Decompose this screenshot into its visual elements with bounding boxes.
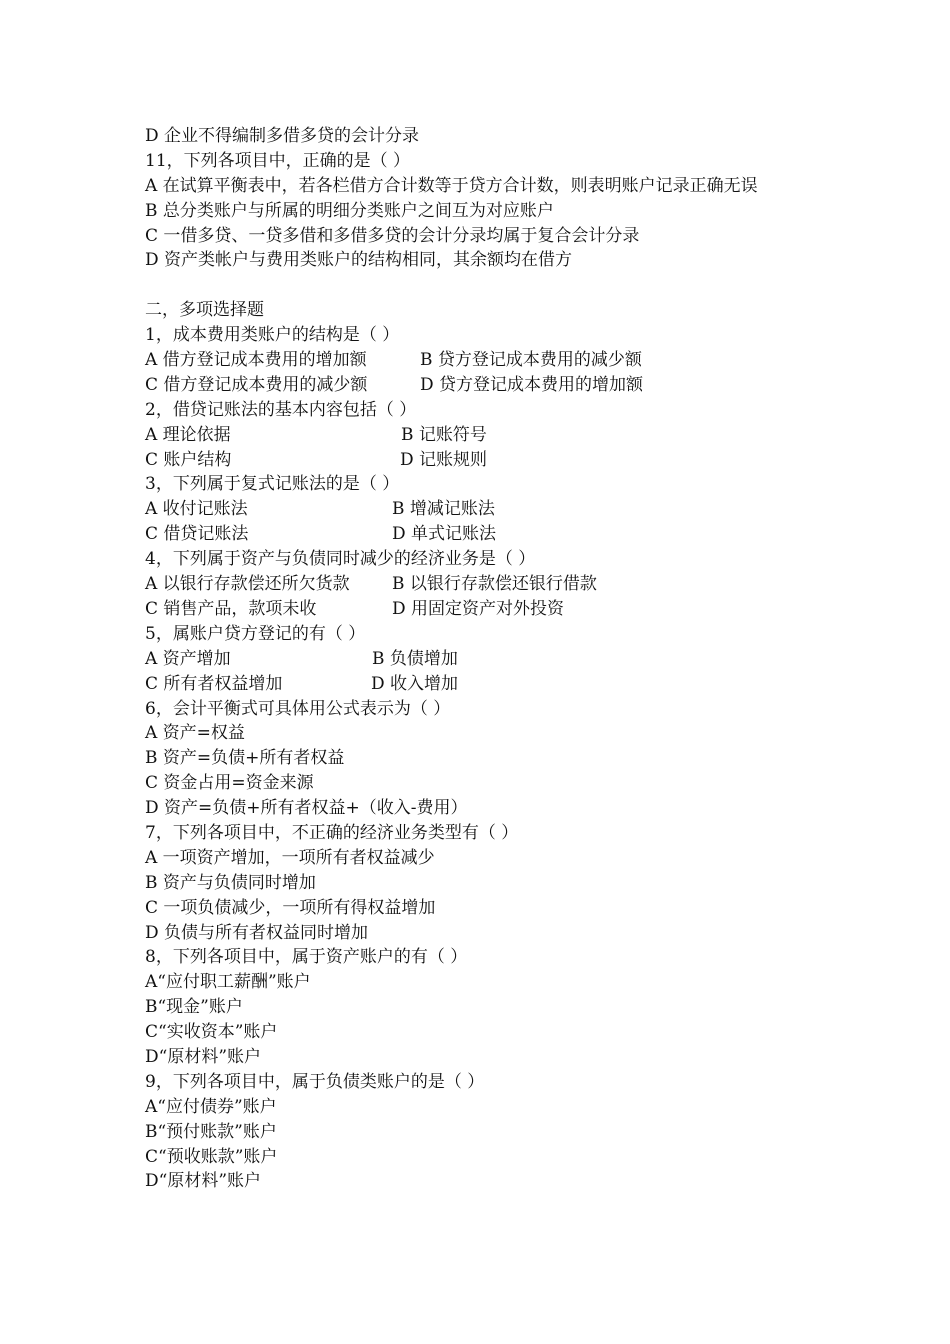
- mq5-stem: 5，属账户贷方登记的有（ ）: [145, 623, 366, 644]
- mq4-stem: 4，下列属于资产与负债同时减少的经济业务是（ ）: [145, 549, 536, 570]
- mq2-option-c: C 账户结构: [145, 449, 232, 470]
- mq5-option-b: B 负债增加: [372, 648, 458, 669]
- q11-option-d: D 资产类帐户与费用类账户的结构相同，其余额均在借方: [145, 250, 573, 271]
- mq1-option-b: B 贷方登记成本费用的减少额: [420, 350, 642, 371]
- mq9-option-b: B“预付账款”账户: [145, 1121, 277, 1142]
- mq1-stem: 1，成本费用类账户的结构是（ ）: [145, 325, 400, 346]
- mq7-stem: 7，下列各项目中，不正确的经济业务类型有（ ）: [145, 822, 519, 843]
- section-heading: 二，多项选择题: [145, 300, 264, 321]
- mq4-row1: [145, 572, 825, 597]
- mq9-stem: 9，下列各项目中，属于负债类账户的是（ ）: [145, 1071, 485, 1092]
- mq7-option-d: D 负债与所有者权益同时增加: [145, 922, 369, 943]
- mq9-option-d: D“原材料”账户: [145, 1171, 262, 1192]
- mq7-option-a: A 一项资产增加，一项所有者权益减少: [145, 847, 435, 868]
- mq4-option-a: A 以银行存款偿还所欠货款: [145, 574, 350, 595]
- document-page: [145, 124, 825, 1194]
- mq3-row1: [145, 497, 825, 522]
- mq3-row2: [145, 522, 825, 547]
- mq2-option-b: B 记账符号: [401, 424, 487, 445]
- mq2-row2: [145, 448, 825, 473]
- mq2-option-a: A 理论依据: [145, 424, 231, 445]
- mq1-option-a: A 借方登记成本费用的增加额: [145, 350, 367, 371]
- mq3-stem: 3，下列属于复式记账法的是（ ）: [145, 474, 400, 495]
- mq6-option-b: B 资产=负债+所有者权益: [145, 748, 345, 769]
- mq8-stem: 8，下列各项目中，属于资产账户的有（ ）: [145, 947, 468, 968]
- mq1-option-c: C 借方登记成本费用的减少额: [145, 374, 368, 395]
- mq4-option-d: D 用固定资产对外投资: [392, 598, 565, 619]
- mq4-option-c: C 销售产品，款项未收: [145, 598, 317, 619]
- q11-stem: 11，下列各项目中，正确的是（ ）: [145, 150, 411, 171]
- mq2-row1: [145, 423, 825, 448]
- mq5-option-c: C 所有者权益增加: [145, 673, 283, 694]
- mq8-option-d: D“原材料”账户: [145, 1046, 262, 1067]
- q11-option-a: A 在试算平衡表中，若各栏借方合计数等于贷方合计数，则表明账户记录正确无误: [145, 175, 758, 196]
- mq4-option-b: B 以银行存款偿还银行借款: [392, 574, 597, 595]
- q11-option-c: C 一借多贷、一贷多借和多借多贷的会计分录均属于复合会计分录: [145, 225, 640, 246]
- mq3-option-c: C 借贷记账法: [145, 524, 249, 545]
- mq5-option-d: D 收入增加: [371, 673, 459, 694]
- mq8-option-a: A“应付职工薪酬”账户: [145, 972, 311, 993]
- mq2-option-d: D 记账规则: [400, 449, 488, 470]
- mq3-option-d: D 单式记账法: [392, 524, 497, 545]
- mq9-option-a: A“应付债券”账户: [145, 1096, 277, 1117]
- mq2-stem: 2，借贷记账法的基本内容包括（ ）: [145, 399, 417, 420]
- mq6-stem: 6，会计平衡式可具体用公式表示为（ ）: [145, 698, 451, 719]
- mq7-option-c: C 一项负债减少，一项所有得权益增加: [145, 897, 436, 918]
- mq6-option-a: A 资产=权益: [145, 723, 245, 744]
- mq8-option-c: C“实收资本”账户: [145, 1022, 278, 1043]
- mq3-option-b: B 增减记账法: [392, 499, 495, 520]
- mq5-row2: [145, 672, 825, 697]
- mq8-option-b: B“现金”账户: [145, 997, 243, 1018]
- mq5-option-a: A 资产增加: [145, 648, 231, 669]
- mq7-option-b: B 资产与负债同时增加: [145, 872, 316, 893]
- q11-option-b: B 总分类账户与所属的明细分类账户之间互为对应账户: [145, 200, 554, 221]
- mq6-option-c: C 资金占用=资金来源: [145, 773, 314, 794]
- mq6-option-d: D 资产=负债+所有者权益+（收入-费用）: [145, 798, 468, 819]
- mq4-row2: [145, 597, 825, 622]
- mq1-row1: [145, 348, 825, 373]
- mq3-option-a: A 收付记账法: [145, 499, 248, 520]
- option-d-prev: D 企业不得编制多借多贷的会计分录: [145, 126, 420, 146]
- mq1-row2: [145, 373, 825, 398]
- mq9-option-c: C“预收账款”账户: [145, 1146, 278, 1167]
- mq1-option-d: D 贷方登记成本费用的增加额: [420, 374, 644, 395]
- mq5-row1: [145, 647, 825, 672]
- blank-line: [145, 273, 825, 298]
